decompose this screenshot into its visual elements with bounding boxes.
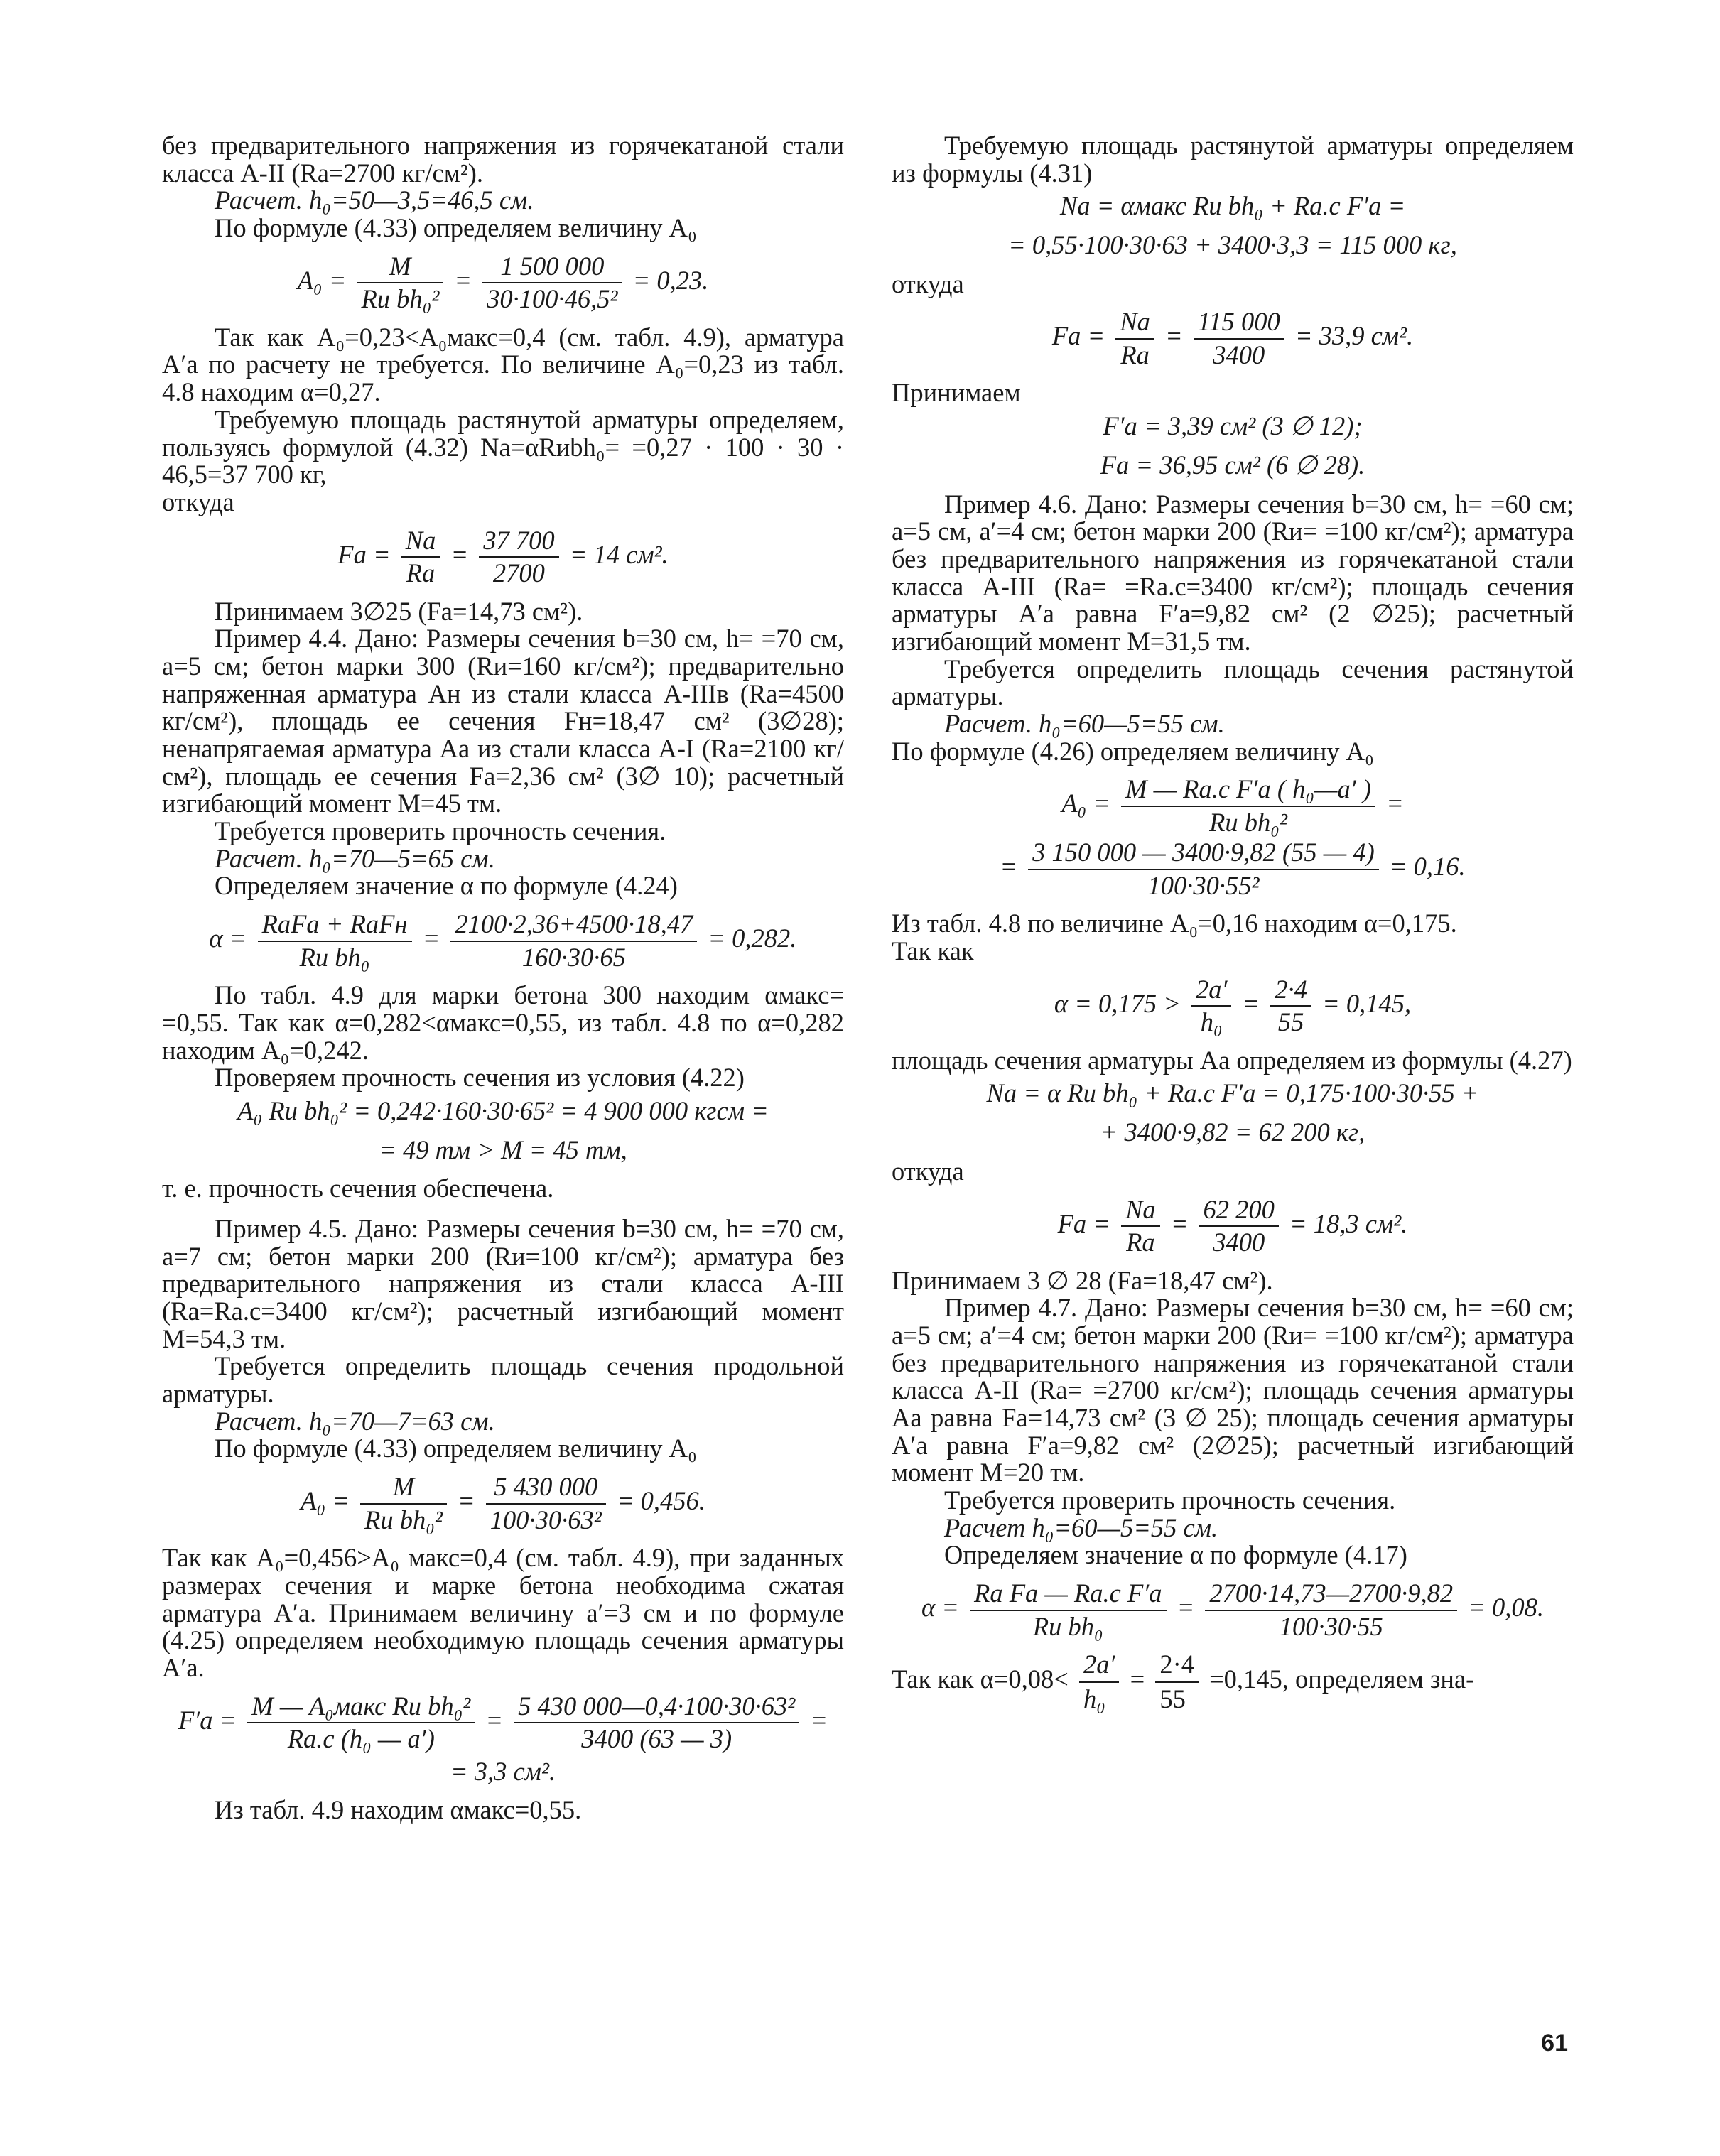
fraction [258, 911, 412, 970]
equation-line: Fа = 36,95 см² (6 ∅ 28). [1100, 450, 1365, 480]
fraction [479, 525, 558, 588]
paragraph: По формуле (4.26) определяем величину A₀ [892, 736, 1374, 766]
denominator: Rа [1120, 340, 1150, 369]
denominator: h₀ [1200, 1007, 1223, 1037]
calc-heading: Расчет h₀=60—5=55 см. [944, 1512, 1218, 1542]
numerator: 2·4 [1155, 1651, 1199, 1683]
equation-line: A₀ Rи bh₀² = 0,242·160·30·65² = 4 900 000 кгсм = [237, 1095, 769, 1125]
paragraph: Принимаем 3 ∅ 28 (Fа=18,47 см²). [892, 1265, 1273, 1295]
equation [892, 776, 1574, 835]
denominator: 100·30·55 [1279, 1611, 1383, 1641]
fraction [1121, 1194, 1160, 1257]
denominator: Rи bh₀ [299, 942, 370, 972]
numerator: 37 700 [479, 528, 558, 558]
equation [892, 309, 1574, 368]
paragraph: откуда [892, 269, 964, 298]
paragraph: По формуле (4.33) определяем величину A₀ [215, 213, 697, 243]
numerator: 2a′ [1191, 977, 1231, 1007]
denominator: 3400 (63 — 3) [581, 1724, 732, 1754]
denominator: Rа [406, 558, 436, 588]
paragraph: площадь сечения арматуры Aа определяем из формулы (4.27) [892, 1045, 1572, 1075]
paragraph: По табл. 4.9 для марки бетона 300 находим αмакс= =0,55. Так как α=0,282<αмакс=0,55, из табл. 4.8 по α=0,282 находим A₀=0,242. [162, 980, 844, 1065]
numerator: Nа [1115, 309, 1154, 340]
example-paragraph: Пример 4.4. Дано: Размеры сечения b=30 см, h= =70 см, a=5 см; бетон марки 300 (Rи=160 кг/см²); предварительно напряженная арматура Aн из стали класса А-IIIв (Rа=4500 кг/см²), площадь ее сечения Fн=18,47 см² (3∅28); ненапрягаемая арматура Aа из стали класса А-I (Rа=2100 кг/см²), площадь ее сечения Fа=2,36 см² (3∅ 10); расчетный изгибающий момент M=45 тм. [162, 624, 844, 818]
equation [162, 525, 844, 588]
paragraph: Проверяем прочность сечения из условия (4.22) [215, 1063, 745, 1093]
numerator: M — A₀макс Rи bh₀² [247, 1694, 475, 1724]
paragraph [892, 1651, 1574, 1713]
denominator: Rи bh₀² [364, 1505, 443, 1534]
equation-line: + 3400·9,82 = 62 200 кг, [1100, 1117, 1365, 1147]
equation [162, 1691, 844, 1754]
text-run: =0,145, определяем зна- [1209, 1664, 1475, 1694]
eq-lhs: α = [209, 923, 247, 953]
numerator: 2100·2,36+4500·18,47 [450, 911, 697, 942]
numerator: 1 500 000 [482, 254, 622, 284]
numerator: 2700·14,73—2700·9,82 [1205, 1581, 1457, 1611]
eq-lhs: A₀ = [301, 1486, 350, 1515]
eq-sign: = [422, 923, 440, 953]
eq-lhs: Fа = [1057, 1208, 1110, 1238]
fraction [1270, 974, 1311, 1037]
fraction [1205, 1578, 1457, 1641]
equation-line: = 0,55·100·30·63 + 3400·3,3 = 115 000 кг, [1008, 230, 1457, 260]
fraction [1191, 974, 1231, 1037]
eq-lhs: A₀ = [297, 265, 347, 295]
denominator: Rа.с (h₀ — a′) [287, 1724, 435, 1754]
equation-line: = 49 тм > M = 45 тм, [379, 1134, 627, 1164]
calc-heading: Расчет. h₀=70—5=65 см. [215, 843, 495, 873]
paragraph: Определяем значение α по формуле (4.17) [944, 1540, 1407, 1570]
paragraph: Так как A₀=0,456>A₀ макс=0,4 (см. табл. 4.9), при заданных размерах сечения и марке бетона необходима сжатая арматура A′а. Принимаем величину a′=3 см и по формуле (4.25) определяем необходимую площадь сечения арматуры A′а. [162, 1543, 844, 1682]
denominator: 100·30·55² [1147, 870, 1260, 900]
eq-lhs: A₀ = [1061, 789, 1110, 818]
paragraph: Из табл. 4.9 находим αмакс=0,55. [215, 1795, 582, 1825]
numerator: 2·4 [1270, 977, 1311, 1007]
numerator: M — Rа.с F′а ( h₀—a′ ) [1121, 776, 1375, 807]
fraction [486, 1474, 606, 1533]
example-paragraph: Пример 4.7. Дано: Размеры сечения b=30 см, h= =60 см; a=5 см; a′=4 см; бетон марки 200 (Rи= =100 кг/см²); арматура без предварительного напряжения из горячекатаной стали класса А-II (Rа= =2700 кг/см²); площадь сечения арматуры Aа равна Fа=14,73 см² (3 ∅ 25); площадь сечения арматуры A′а равна F′а=9,82 см² (2∅25); расчетный изгибающий момент M=20 тм. [892, 1293, 1574, 1488]
numerator: 5 430 000 [486, 1474, 606, 1505]
equation-line: F′а = 3,39 см² (3 ∅ 12); [1103, 411, 1363, 441]
equation [892, 1578, 1574, 1641]
eq-sign: = [1165, 321, 1183, 351]
example-paragraph: Пример 4.6. Дано: Размеры сечения b=30 см, h= =60 см; a=5 см, a′=4 см; бетон марки 200 (Rи= =100 кг/см²); арматура без предварительного напряжения из горячекатаной стали класса А-III (Rа= =Rа.с=3400 кг/см²); площадь сечения арматуры A′а равна F′а=9,82 см² (2 ∅25); расчетный изгибающий момент M=31,5 тм. [892, 489, 1574, 656]
denominator: 55 [1277, 1007, 1304, 1037]
paragraph: без предварительного напряжения из горячекатаной стали класса А-II (Rа=2700 кг/см²). [162, 131, 844, 188]
numerator: Rа Fа — Rа.с F′а [970, 1581, 1166, 1611]
paragraph: Принимаем [892, 378, 1021, 408]
fraction [482, 251, 622, 314]
paragraph: откуда [892, 1156, 964, 1186]
eq-lhs: F′а = [178, 1705, 237, 1735]
eq-result: = 18,3 см². [1289, 1208, 1408, 1238]
eq-sign: = [1170, 1208, 1189, 1238]
text-run: Так как α=0,08< [892, 1664, 1069, 1694]
eq-lhs: Fа = [337, 539, 391, 569]
paragraph: Определяем значение α по формуле (4.24) [215, 871, 678, 901]
eq-result: = [810, 1705, 828, 1735]
eq-sign: = [1177, 1592, 1195, 1622]
page-number: 61 [1541, 2030, 1568, 2057]
fraction [247, 1691, 475, 1754]
paragraph: т. е. прочность сечения обеспечена. [162, 1174, 554, 1203]
paragraph: Требуется проверить прочность сечения. [944, 1485, 1396, 1515]
denominator: Rи bh₀ [1032, 1611, 1103, 1641]
numerator: M [357, 254, 443, 284]
denominator: 2700 [492, 558, 545, 588]
equation [892, 974, 1574, 1037]
calc-heading: Расчет. h₀=50—3,5=46,5 см. [215, 185, 534, 215]
left-column [162, 132, 844, 1824]
fraction [1199, 1194, 1279, 1257]
equation-line: = 3,3 см². [450, 1756, 556, 1786]
fraction [970, 1578, 1166, 1641]
numerator: 3 150 000 — 3400·9,82 (55 — 4) [1028, 840, 1379, 870]
paragraph: Принимаем 3∅25 (Fа=14,73 см²). [215, 596, 583, 626]
equation-line: Nа = αмакс Rи bh₀ + Rа.с F′а = [1059, 191, 1406, 221]
paragraph: По формуле (4.33) определяем величину A₀ [215, 1434, 697, 1463]
paragraph: Требуется определить площадь сечения продольной арматуры. [162, 1351, 844, 1409]
numerator: 2a′ [1079, 1651, 1119, 1683]
denominator: Rи bh₀² [361, 284, 440, 314]
denominator: 55 [1159, 1684, 1186, 1713]
denominator: h₀ [1083, 1684, 1105, 1713]
eq-result: = 0,08. [1468, 1592, 1544, 1622]
paragraph: Так как A₀=0,23<A₀макс=0,4 (см. табл. 4.9), арматура A′а по расчету не требуется. По величине A₀=0,23 из табл. 4.8 находим α=0,27. [162, 322, 844, 407]
eq-result: = 0,456. [616, 1486, 705, 1515]
eq-sign: = [454, 265, 472, 295]
paragraph: Требуется проверить прочность сечения. [215, 816, 666, 846]
numerator: 115 000 [1194, 309, 1284, 340]
paragraph: Так как [892, 936, 974, 966]
eq-sign: = [1242, 988, 1260, 1018]
fraction [514, 1691, 799, 1754]
fraction [357, 251, 443, 314]
denominator: 3400 [1213, 1228, 1265, 1257]
eq-lhs: α = [921, 1592, 959, 1622]
paragraph: Из табл. 4.8 по величине A₀=0,16 находим α=0,175. [892, 909, 1457, 938]
equation [892, 840, 1574, 899]
eq-result: = 14 см². [569, 539, 669, 569]
eq-result: = 33,9 см². [1294, 321, 1414, 351]
denominator: 100·30·63² [490, 1505, 602, 1534]
eq-lhs: = [1000, 852, 1018, 882]
eq-result: = 0,282. [708, 923, 797, 953]
eq-sign: = [457, 1486, 475, 1515]
eq-result: = 0,16. [1389, 852, 1466, 882]
denominator: 160·30·65 [521, 942, 626, 972]
paragraph: откуда [162, 487, 234, 516]
numerator: 5 430 000—0,4·100·30·63² [514, 1694, 799, 1724]
eq-result: = 0,23. [632, 265, 709, 295]
eq-sign: = [1130, 1664, 1145, 1694]
eq-sign: = [485, 1705, 503, 1735]
paragraph: Требуется определить площадь сечения растянутой арматуры. [892, 654, 1574, 711]
fraction [360, 1474, 447, 1533]
right-column [892, 132, 1574, 1713]
fraction [401, 525, 440, 588]
example-paragraph: Пример 4.5. Дано: Размеры сечения b=30 см, h= =70 см, a=7 см; бетон марки 200 (Rи=100 кг/см²); арматура без предварительного напряжения из стали класса А-III (Rа=Rа.с=3400 кг/см²); расчетный изгибающий момент M=54,3 тм. [162, 1213, 844, 1353]
fraction [1155, 1651, 1199, 1713]
calc-heading: Расчет. h₀=70—7=63 см. [215, 1406, 495, 1436]
fraction [1115, 309, 1154, 368]
equation [162, 1474, 844, 1533]
numerator: Nа [1121, 1197, 1160, 1228]
denominator: Rи bh₀² [1209, 807, 1287, 837]
paragraph: Требуемую площадь растянутой арматуры определяем, пользуясь формулой (4.32) Nа=αRиbh₀= =0,27 · 100 · 30 · 46,5=37 700 кг, [162, 404, 844, 489]
fraction [450, 911, 697, 970]
eq-result: = [1386, 789, 1404, 818]
denominator: Rа [1126, 1228, 1155, 1257]
denominator: 30·100·46,5² [487, 284, 618, 314]
fraction [1121, 776, 1375, 835]
eq-lhs: α = 0,175 > [1054, 988, 1181, 1018]
fraction [1079, 1651, 1119, 1713]
equation-line: Nа = α Rи bh₀ + Rа.с F′а = 0,175·100·30·55 + [986, 1078, 1479, 1108]
numerator: RаFа + RаFн [258, 911, 412, 942]
equation [162, 911, 844, 970]
fraction [1028, 840, 1379, 899]
paragraph: Требуемую площадь растянутой арматуры определяем из формулы (4.31) [892, 131, 1574, 188]
equation [892, 1194, 1574, 1257]
denominator: 3400 [1213, 340, 1265, 369]
eq-sign: = [450, 539, 469, 569]
fraction [1194, 309, 1284, 368]
numerator: 62 200 [1199, 1197, 1279, 1228]
numerator: Nа [401, 528, 440, 558]
calc-heading: Расчет. h₀=60—5=55 см. [944, 709, 1225, 738]
numerator: M [360, 1474, 447, 1505]
eq-result: = 0,145, [1322, 988, 1412, 1018]
eq-lhs: Fа = [1051, 321, 1105, 351]
equation [162, 251, 844, 314]
